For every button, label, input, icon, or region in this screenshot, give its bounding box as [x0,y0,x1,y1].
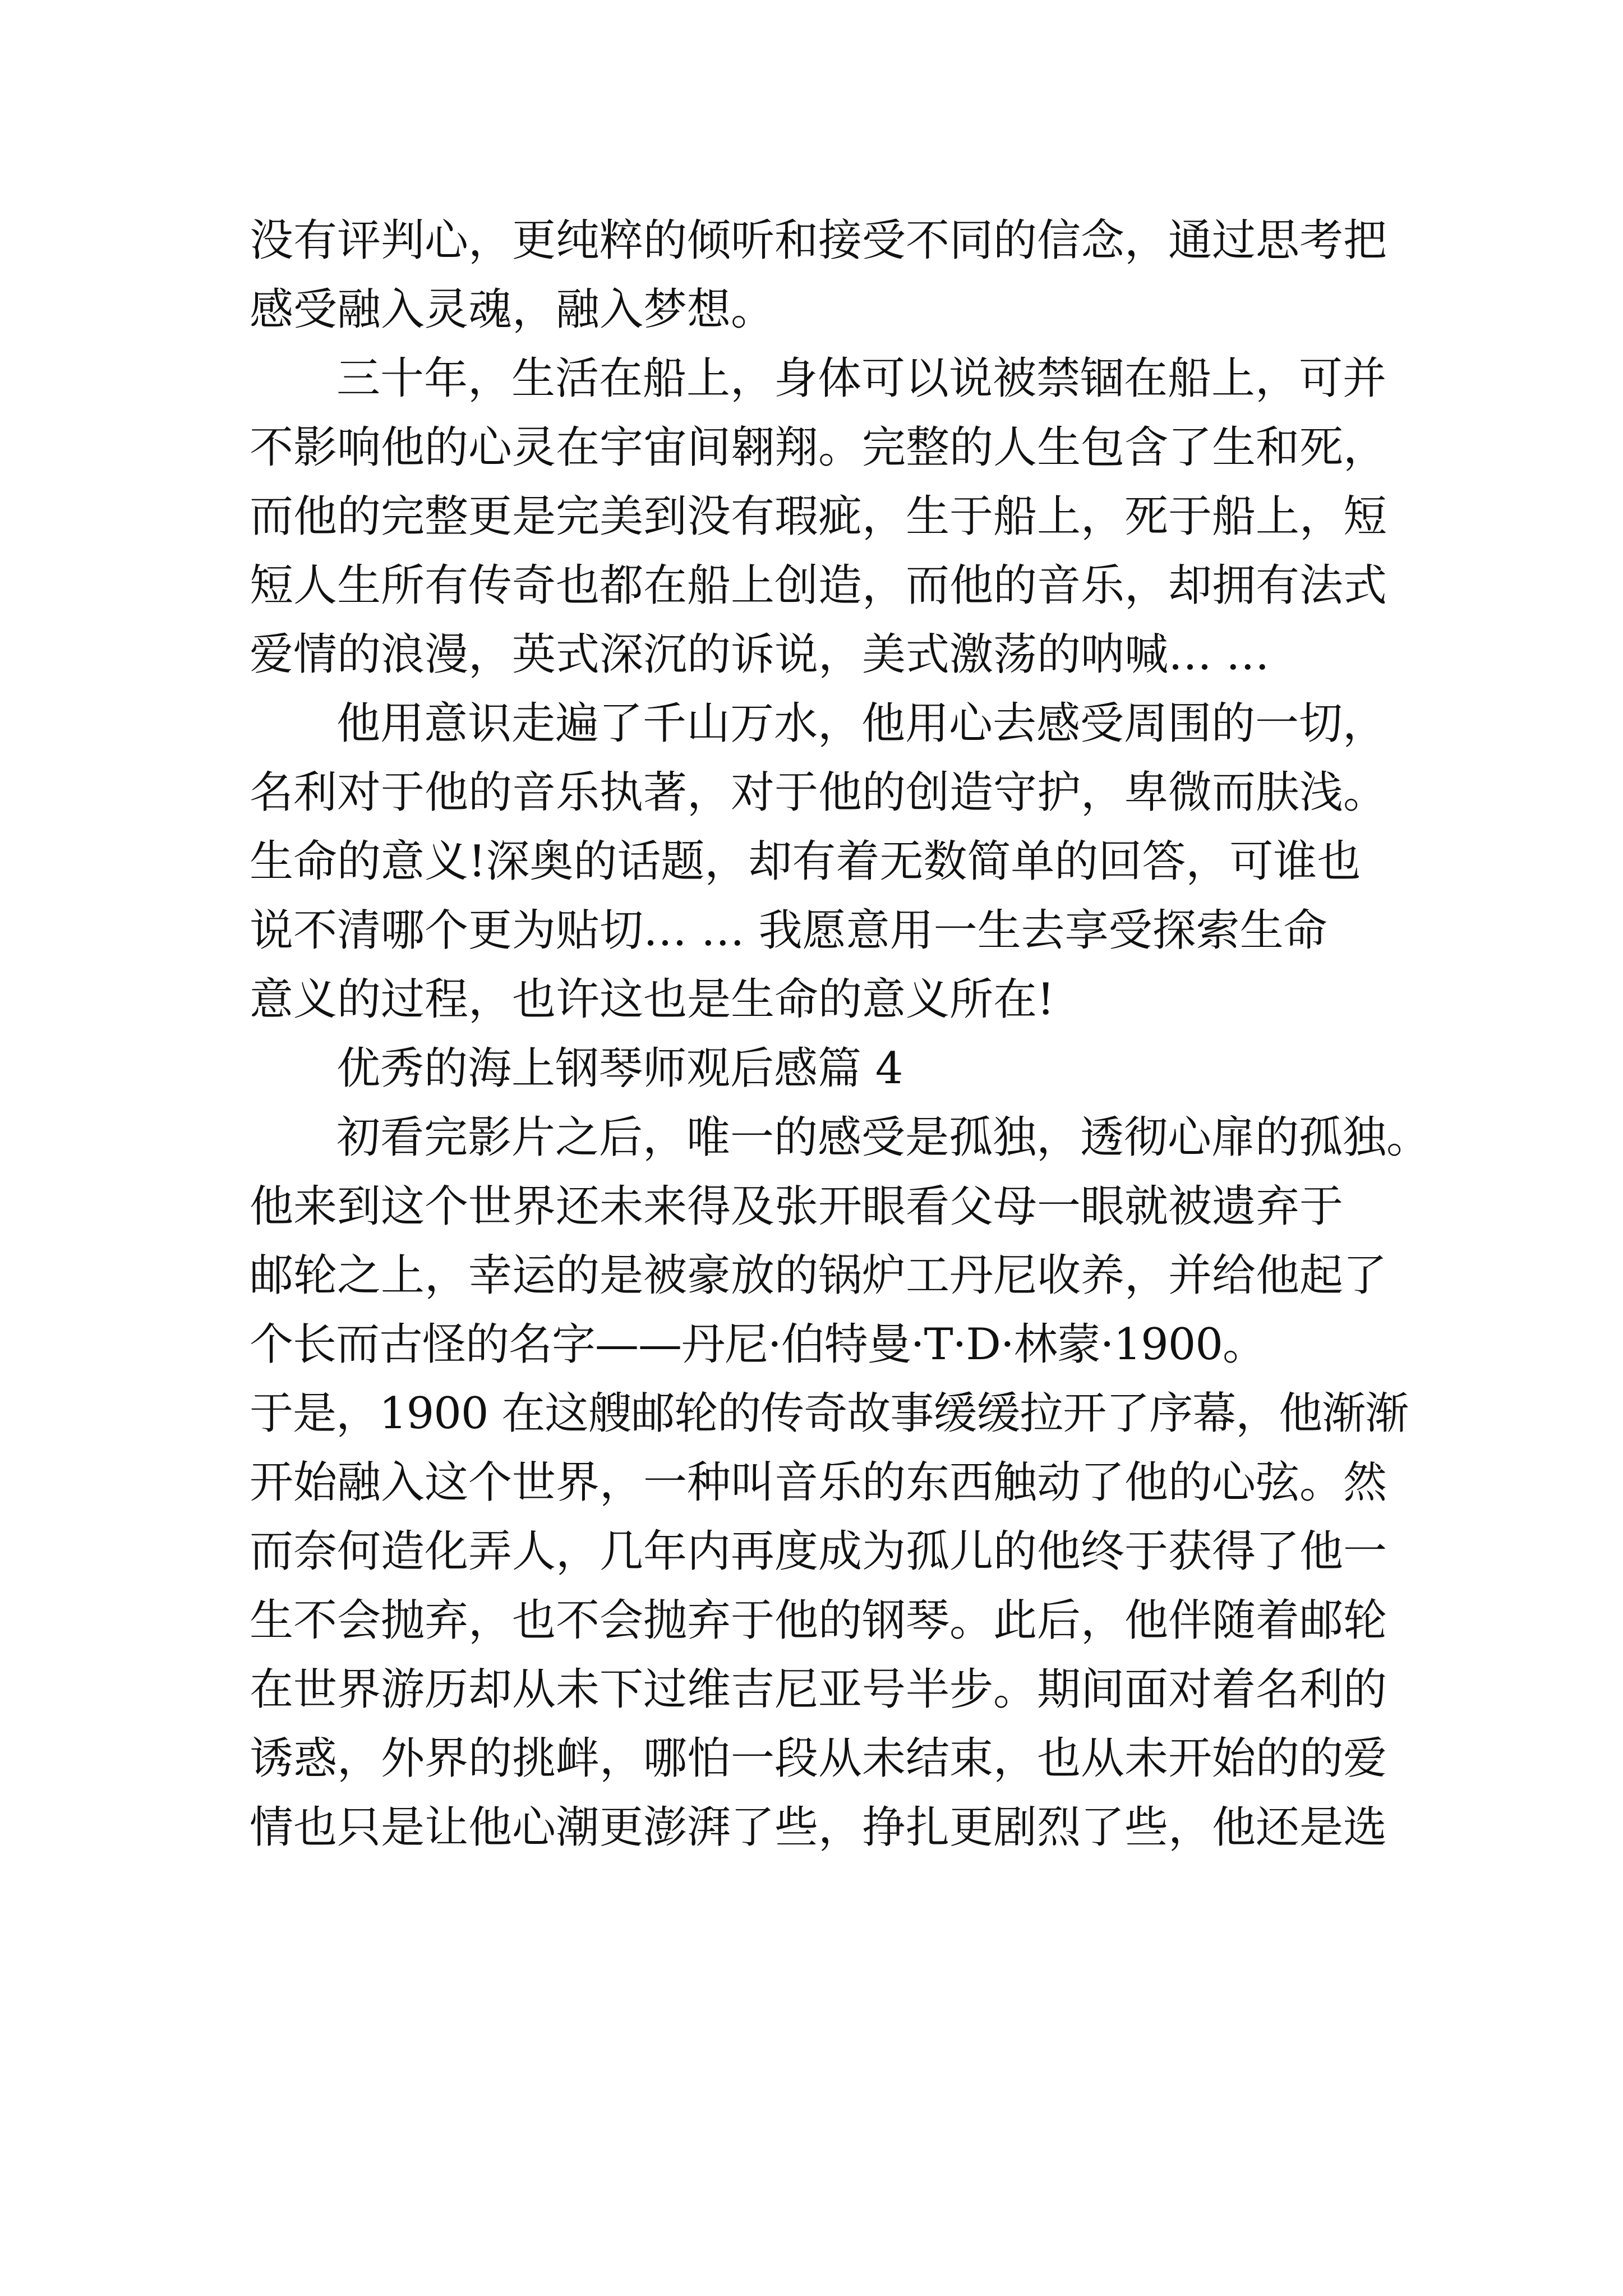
text-line: 情也只是让他心潮更澎湃了些，挣扎更剧烈了些，他还是选 [250,1802,1387,1853]
text-line: 没有评判心，更纯粹的倾听和接受不同的信念，通过思考把 [250,215,1387,266]
text-line: 而他的完整更是完美到没有瑕疵，生于船上，死于船上，短 [250,491,1387,542]
paragraph-start-line: 他用意识走遍了千山万水，他用心去感受周围的一切， [336,698,1387,749]
text-line: 而奈何造化弄人，几年内再度成为孤儿的他终于获得了他一 [250,1526,1387,1577]
paragraph-start-line: 初看完影片之后，唯一的感受是孤独，透彻心扉的孤独。 [336,1112,1431,1163]
text-line: 感受融入灵魂，融入梦想。 [250,284,775,335]
text-line: 说不清哪个更为贴切… … 我愿意用一生去享受探索生命 [250,905,1327,956]
text-line: 名利对于他的音乐执著，对于他的创造守护，卑微而肤浅。 [250,767,1387,818]
text-line: 意义的过程，也许这也是生命的意义所在! [250,974,1055,1025]
text-line: 短人生所有传奇也都在船上创造，而他的音乐，却拥有法式 [250,560,1387,611]
text-line: 于是，1900 在这艘邮轮的传奇故事缓缓拉开了序幕，他渐渐 [250,1388,1409,1439]
text-line: 个长而古怪的名字——丹尼·伯特曼·T·D·林蒙·1900。 [250,1319,1266,1370]
text-line: 在世界游历却从未下过维吉尼亚号半步。期间面对着名利的 [250,1664,1387,1715]
document-body [250,206,1431,1862]
paragraph-start-line: 三十年，生活在船上，身体可以说被禁锢在船上，可并 [336,353,1387,404]
text-line: 他来到这个世界还未来得及张开眼看父母一眼就被遗弃于 [250,1181,1344,1232]
text-line: 生命的意义!深奥的话题，却有着无数简单的回答，可谁也 [250,836,1361,887]
text-line: 开始融入这个世界，一种叫音乐的东西触动了他的心弦。然 [250,1457,1387,1508]
text-line: 爱情的浪漫，英式深沉的诉说，美式激荡的呐喊… … [250,629,1270,680]
text-line: 生不会抛弃，也不会抛弃于他的钢琴。此后，他伴随着邮轮 [250,1595,1387,1646]
text-line: 诱惑，外界的挑衅，哪怕一段从未结束，也从未开始的的爱 [250,1733,1387,1784]
text-line: 邮轮之上，幸运的是被豪放的锅炉工丹尼收养，并给他起了 [250,1250,1387,1301]
section-heading: 优秀的海上钢琴师观后感篇 4 [336,1043,903,1094]
text-line: 不影响他的心灵在宇宙间翱翔。完整的人生包含了生和死， [250,422,1387,473]
